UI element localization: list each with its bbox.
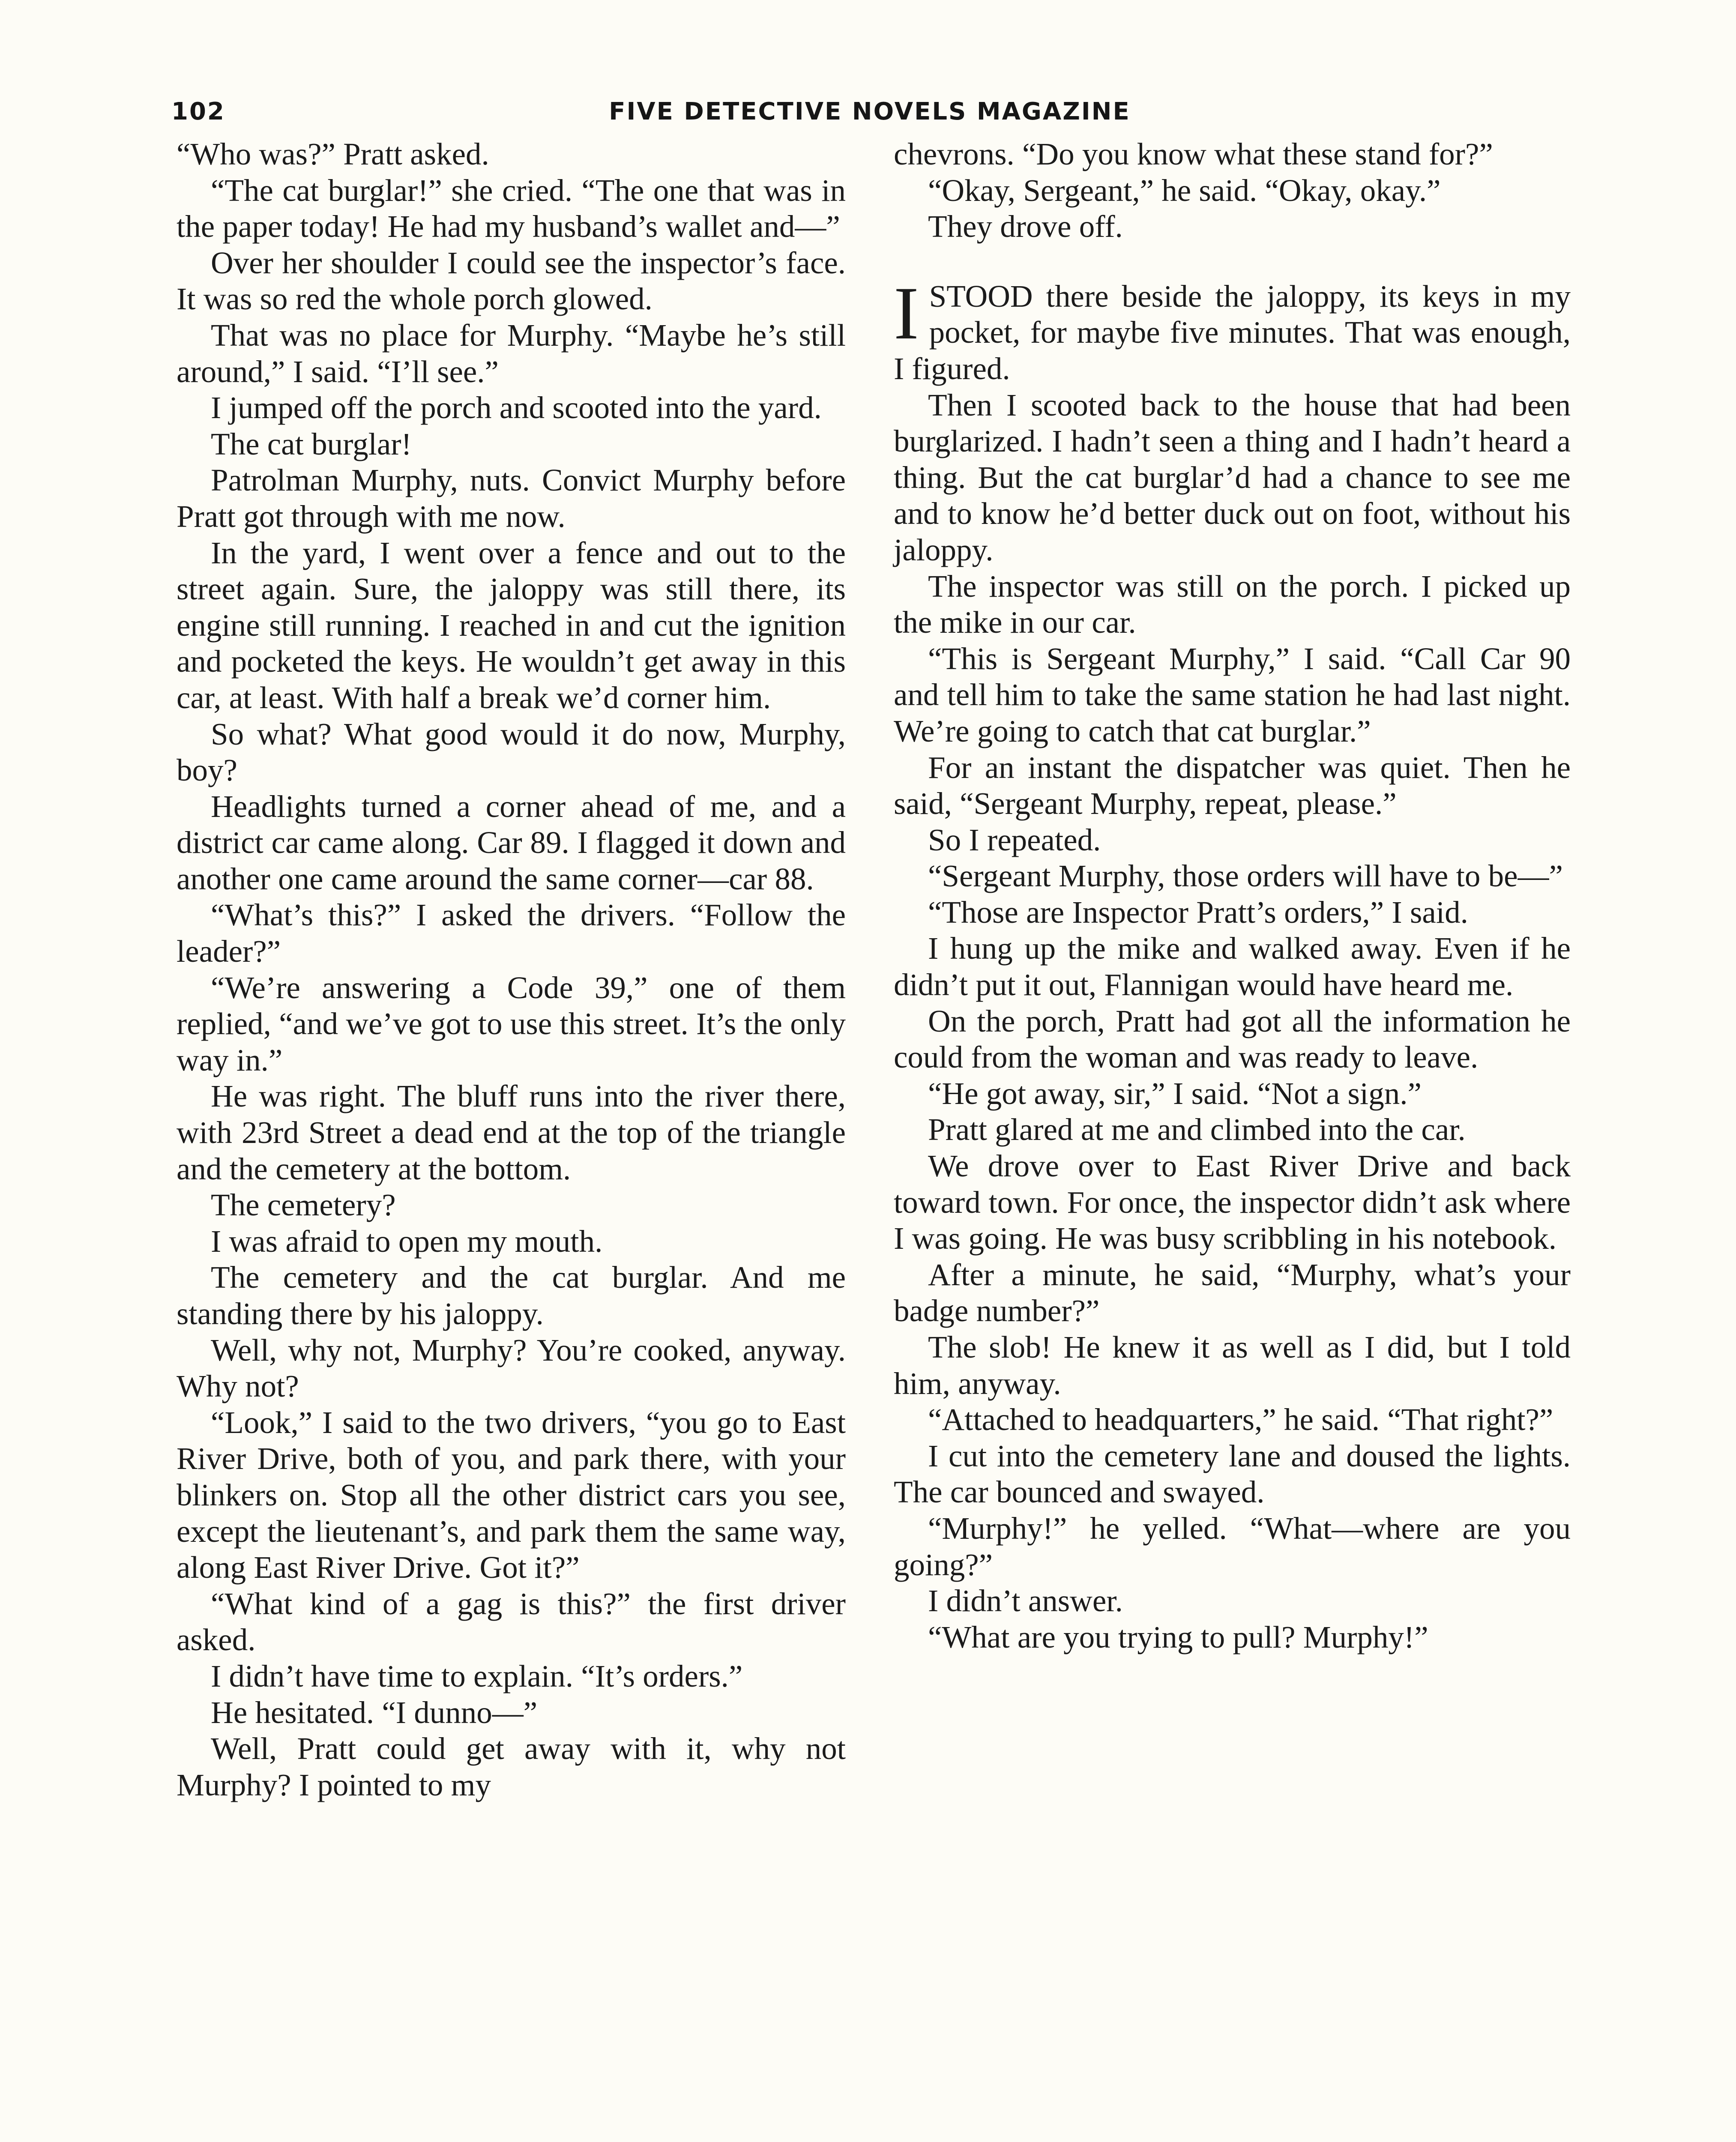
paragraph: “Sergeant Murphy, those orders will have to be—” bbox=[928, 859, 1563, 894]
paragraph: I didn’t answer. bbox=[928, 1583, 1123, 1618]
paragraph: “What kind of a gag is this?” the first driver asked. bbox=[177, 1586, 846, 1657]
paragraph: The inspector was still on the porch. I picked up the mike in our car. bbox=[894, 568, 1571, 640]
left-text-column bbox=[177, 136, 846, 1803]
running-header bbox=[171, 98, 1568, 136]
paragraph: The cat burglar! bbox=[211, 426, 412, 461]
magazine-title: FIVE DETECTIVE NOVELS MAGAZINE bbox=[609, 98, 1131, 126]
dropcap-letter: I bbox=[894, 271, 919, 355]
paragraph: “Okay, Sergeant,” he said. “Okay, okay.” bbox=[928, 173, 1441, 208]
paragraph: We drove over to East River Drive and back toward town. For once, the inspector didn’t ask where I was going. He was busy scribbling in his notebook. bbox=[894, 1149, 1571, 1256]
paragraph: The cemetery and the cat burglar. And me standing there by his jaloppy. bbox=[177, 1260, 846, 1331]
paragraph: chevrons. “Do you know what these stand for?” bbox=[894, 137, 1493, 171]
paragraph: “Attached to headquarters,” he said. “That right?” bbox=[928, 1402, 1553, 1437]
paragraph: “What are you trying to pull? Murphy!” bbox=[928, 1619, 1428, 1654]
paragraph: I cut into the cemetery lane and doused the lights. The car bounced and swayed. bbox=[894, 1438, 1571, 1510]
paragraph: “He got away, sir,” I said. “Not a sign.” bbox=[928, 1076, 1422, 1111]
paragraph: I jumped off the porch and scooted into the yard. bbox=[211, 390, 822, 425]
paragraph: I was afraid to open my mouth. bbox=[211, 1224, 603, 1259]
paragraph: “We’re answering a Code 39,” one of them replied, “and we’ve got to use this street. It’s the only way in.” bbox=[177, 970, 846, 1077]
paragraph: Over her shoulder I could see the inspector’s face. It was so red the whole porch glowed. bbox=[177, 245, 846, 317]
paragraph: Well, Pratt could get away with it, why not Murphy? I pointed to my bbox=[177, 1731, 846, 1802]
paragraph: “What’s this?” I asked the drivers. “Follow the leader?” bbox=[177, 897, 846, 969]
paragraph: In the yard, I went over a fence and out to the street again. Sure, the jaloppy was still there, its engine still running. I reached in and cut the ignition and pocketed the keys. He wouldn’t get away in this car, at least. With half a break we’d corner him. bbox=[177, 535, 846, 715]
right-text-column bbox=[894, 136, 1571, 1655]
paragraph: For an instant the dispatcher was quiet. Then he said, “Sergeant Murphy, repeat, please.” bbox=[894, 750, 1571, 821]
paragraph: So I repeated. bbox=[928, 822, 1101, 857]
paragraph: The cemetery? bbox=[211, 1188, 396, 1223]
paragraph: “Look,” I said to the two drivers, “you go to East River Drive, both of you, and park there, with your blinkers on. Stop all the other district cars you see, except the lieutenant’s, and park them the same way, along East River Drive. Got it?” bbox=[177, 1405, 846, 1585]
dropcap-paragraph-text: STOOD there beside the jaloppy, its keys in my pocket, for maybe five minutes. That was enough, I figured. bbox=[894, 278, 1571, 386]
paragraph: So what? What good would it do now, Murphy, boy? bbox=[177, 716, 846, 788]
paragraph: I didn’t have time to explain. “It’s orders.” bbox=[211, 1658, 743, 1693]
paragraph: They drove off. bbox=[928, 209, 1123, 244]
paragraph: Well, why not, Murphy? You’re cooked, anyway. Why not? bbox=[177, 1332, 846, 1404]
paragraph: “Who was?” Pratt asked. bbox=[177, 137, 489, 171]
paragraph: “Murphy!” he yelled. “What—where are you going?” bbox=[894, 1511, 1571, 1582]
paragraph: He hesitated. “I dunno—” bbox=[211, 1695, 538, 1730]
paragraph: Patrolman Murphy, nuts. Convict Murphy before Pratt got through with me now. bbox=[177, 463, 846, 534]
paragraph: After a minute, he said, “Murphy, what’s your badge number?” bbox=[894, 1257, 1571, 1328]
paragraph: He was right. The bluff runs into the river there, with 23rd Street a dead end at the top of the triangle and the cemetery at the bottom. bbox=[177, 1079, 846, 1186]
paragraph: Pratt glared at me and climbed into the car. bbox=[928, 1112, 1466, 1147]
section-break bbox=[894, 245, 1571, 278]
paragraph: The slob! He knew it as well as I did, but I told him, anyway. bbox=[894, 1330, 1571, 1401]
paragraph: That was no place for Murphy. “Maybe he’s still around,” I said. “I’ll see.” bbox=[177, 317, 846, 389]
paragraph: “The cat burglar!” she cried. “The one that was in the paper today! He had my husband’s wallet and—” bbox=[177, 173, 846, 244]
paragraph: “This is Sergeant Murphy,” I said. “Call Car 90 and tell him to take the same station he had last night. We’re going to catch that cat burglar.” bbox=[894, 641, 1571, 748]
paragraph: I hung up the mike and walked away. Even if he didn’t put it out, Flannigan would have heard me. bbox=[894, 931, 1571, 1002]
paragraph: Then I scooted back to the house that had been burglarized. I hadn’t seen a thing and I hadn’t heard a thing. But the cat burglar’d had a chance to see me and to know he’d better duck out on foot, without his jaloppy. bbox=[894, 387, 1571, 567]
paragraph: On the porch, Pratt had got all the information he could from the woman and was ready to leave. bbox=[894, 1003, 1571, 1075]
page-number: 102 bbox=[171, 98, 225, 126]
dropcap-paragraph bbox=[894, 271, 1571, 387]
paragraph: Headlights turned a corner ahead of me, and a district car came along. Car 89. I flagged it down and another one came around the same corner—car 88. bbox=[177, 789, 846, 896]
paragraph: “Those are Inspector Pratt’s orders,” I said. bbox=[928, 894, 1468, 930]
